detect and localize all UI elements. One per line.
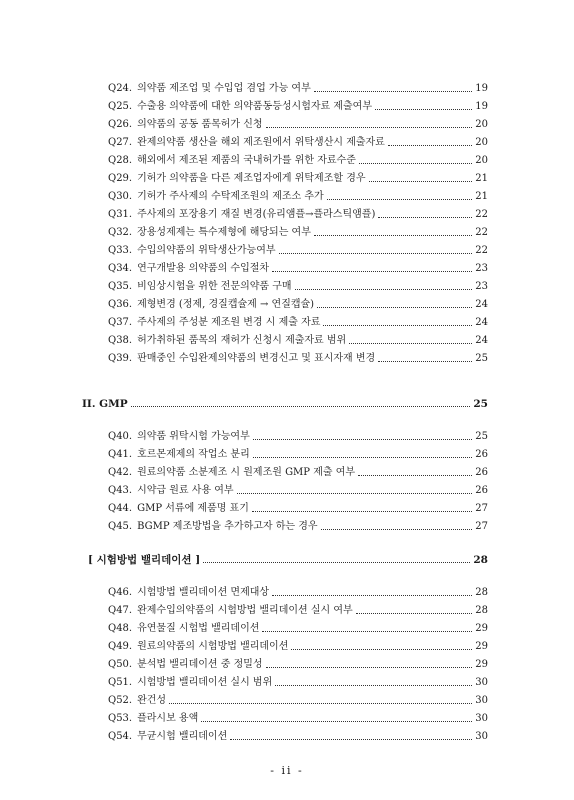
toc-leader — [356, 612, 473, 614]
toc-leader — [272, 270, 472, 272]
toc-number: Q51. — [108, 677, 133, 688]
toc-leader — [253, 438, 473, 440]
toc-leader — [131, 405, 471, 407]
toc-section-title: [ 시험방법 밸리데이션 ] — [88, 554, 201, 566]
toc-number: Q28. — [108, 155, 133, 166]
toc-entry[interactable] — [108, 315, 488, 331]
toc-number: Q54. — [108, 731, 133, 742]
toc-entry[interactable] — [108, 171, 488, 187]
toc-title: 해외에서 제조된 제품의 국내허가를 위한 자료수준 — [137, 155, 356, 166]
toc-entry[interactable] — [108, 603, 488, 619]
toc-page: 27 — [475, 503, 488, 514]
toc-entry[interactable] — [108, 483, 488, 499]
toc-entry[interactable] — [108, 465, 488, 481]
toc-page: 22 — [475, 227, 488, 238]
toc-number: Q26. — [108, 119, 133, 130]
toc-leader — [358, 474, 472, 476]
toc-leader — [201, 720, 472, 722]
toc-entry[interactable] — [108, 117, 488, 133]
toc-title: 주사제의 포장용기 재질 변경(유리앰플→플라스틱앰플) — [137, 209, 376, 220]
toc-title: 완제의약품 생산을 해외 제조원에서 위탁생산시 제출자료 — [137, 137, 385, 148]
toc-title: 판매중인 수입완제의약품의 변경신고 및 표시자재 변경 — [137, 353, 376, 364]
page-footer-number: - ii - — [270, 764, 304, 777]
toc-title: 분석법 밸리데이션 중 정밀성 — [137, 659, 263, 670]
toc-title: 수입의약품의 위탁생산가능여부 — [137, 245, 276, 256]
toc-title: 장용성제제는 특수제형에 해당되는 여부 — [137, 227, 311, 238]
toc-title: 시험방법 밸리데이션 실시 범위 — [137, 677, 273, 688]
toc-leader — [237, 492, 473, 494]
toc-number: Q24. — [108, 83, 133, 94]
toc-entry[interactable] — [108, 585, 488, 601]
toc-title: 호르몬제제의 작업소 분리 — [137, 449, 250, 460]
toc-leader — [295, 288, 473, 290]
toc-entry[interactable] — [108, 519, 488, 535]
toc-leader — [262, 630, 472, 632]
toc-title: 기허가 의약품을 다른 제조업자에게 위탁제조할 경우 — [137, 173, 366, 184]
toc-page: 19 — [475, 83, 488, 94]
toc-page: 30 — [475, 713, 488, 724]
toc-entry[interactable] — [108, 639, 488, 655]
toc-page: 28 — [475, 605, 488, 616]
toc-entry[interactable] — [108, 729, 488, 745]
toc-number: Q43. — [108, 485, 133, 496]
toc-title: 비임상시험을 위한 전문의약품 구매 — [137, 281, 292, 292]
toc-title: 원료의약품 소분제조 시 원제조원 GMP 제출 여부 — [137, 467, 356, 478]
toc-title: 시약급 원료 사용 여부 — [137, 485, 234, 496]
toc-page: 23 — [475, 263, 488, 274]
toc-page: 30 — [475, 677, 488, 688]
toc-number: Q45. — [108, 521, 133, 532]
toc-page: 29 — [475, 623, 488, 634]
toc-entry[interactable] — [108, 243, 488, 259]
toc-entry[interactable] — [108, 189, 488, 205]
toc-entry[interactable] — [108, 351, 488, 367]
toc-entry[interactable] — [108, 429, 488, 445]
toc-page: 24 — [475, 335, 488, 346]
toc-number: Q48. — [108, 623, 133, 634]
toc-page: 26 — [475, 467, 488, 478]
toc-number: Q29. — [108, 173, 133, 184]
toc-entry[interactable] — [108, 261, 488, 277]
toc-page: 21 — [475, 191, 488, 202]
toc-title: 원료의약품의 시험방법 밸리데이션 — [137, 641, 289, 652]
toc-title: 무균시험 밸리데이션 — [137, 731, 228, 742]
toc-leader — [323, 324, 472, 326]
toc-entry[interactable] — [108, 657, 488, 673]
toc-page: 20 — [475, 119, 488, 130]
toc-number: Q27. — [108, 137, 133, 148]
toc-page: 29 — [475, 659, 488, 670]
toc-title: 의약품 위탁시험 가능여부 — [137, 431, 250, 442]
toc-section-validation[interactable] — [88, 552, 488, 568]
toc-leader — [378, 216, 472, 218]
toc-title: 시험방법 밸리데이션 면제대상 — [137, 587, 270, 598]
toc-title: 연구개발용 의약품의 수입절차 — [137, 263, 270, 274]
toc-page: 21 — [475, 173, 488, 184]
toc-entry[interactable] — [108, 621, 488, 637]
toc-leader — [321, 528, 473, 530]
toc-page: 20 — [475, 155, 488, 166]
toc-entry[interactable] — [108, 207, 488, 223]
toc-page: 24 — [475, 299, 488, 310]
toc-leader — [272, 594, 472, 596]
toc-leader — [317, 306, 472, 308]
toc-leader — [203, 561, 470, 563]
toc-leader — [375, 108, 472, 110]
toc-entry[interactable] — [108, 333, 488, 349]
toc-page: 24 — [475, 317, 488, 328]
toc-leader — [378, 360, 472, 362]
toc-page: 28 — [475, 587, 488, 598]
toc-number: Q34. — [108, 263, 133, 274]
toc-page: 29 — [475, 641, 488, 652]
toc-number: Q47. — [108, 605, 133, 616]
toc-section-gmp[interactable] — [82, 396, 488, 412]
toc-title: 완건성 — [137, 695, 167, 706]
toc-title: 수출용 의약품에 대한 의약품동등성시험자료 제출여부 — [137, 101, 373, 112]
toc-entry[interactable] — [108, 81, 488, 97]
toc-title: 완제수입의약품의 시험방법 밸리데이션 실시 여부 — [137, 605, 353, 616]
toc-title: 주사제의 주성분 제조원 변경 시 제출 자료 — [137, 317, 321, 328]
toc-page: 23 — [475, 281, 488, 292]
toc-title: 허가취하된 품목의 재허가 신청시 제출자료 범위 — [137, 335, 347, 346]
toc-leader — [327, 198, 473, 200]
toc-number: Q50. — [108, 659, 133, 670]
toc-leader — [230, 738, 472, 740]
toc-page: 28 — [473, 554, 488, 566]
toc-entry[interactable] — [108, 501, 488, 517]
toc-leader — [369, 180, 473, 182]
toc-title: BGMP 제조방법을 추가하고자 하는 경우 — [137, 521, 318, 532]
toc-title: GMP 서류에 제품명 표기 — [137, 503, 249, 514]
toc-number: Q37. — [108, 317, 133, 328]
toc-page: 25 — [475, 353, 488, 364]
toc-entry[interactable] — [108, 135, 488, 151]
toc-entry[interactable] — [108, 675, 488, 691]
toc-number: Q25. — [108, 101, 133, 112]
toc-entry[interactable] — [108, 225, 488, 241]
toc-title: 플라시보 용액 — [137, 713, 199, 724]
toc-page: 27 — [475, 521, 488, 532]
toc-leader — [252, 510, 472, 512]
toc-leader — [266, 126, 473, 128]
toc-number: Q52. — [108, 695, 133, 706]
toc-entry[interactable] — [108, 99, 488, 115]
toc-title: 의약품의 공동 품목허가 신청 — [137, 119, 263, 130]
toc-entry[interactable] — [108, 297, 488, 313]
toc-number: Q36. — [108, 299, 133, 310]
toc-number: Q49. — [108, 641, 133, 652]
toc-leader — [169, 702, 472, 704]
toc-leader — [275, 684, 472, 686]
toc-leader — [314, 90, 473, 92]
toc-number: Q39. — [108, 353, 133, 364]
toc-number: Q31. — [108, 209, 133, 220]
toc-number: Q42. — [108, 467, 133, 478]
toc-page: 22 — [475, 209, 488, 220]
toc-entry[interactable] — [108, 693, 488, 709]
toc-number: Q46. — [108, 587, 133, 598]
toc-title: 의약품 제조업 및 수입업 겸업 가능 여부 — [137, 83, 311, 94]
toc-number: Q40. — [108, 431, 133, 442]
toc-page: 19 — [475, 101, 488, 112]
toc-page: 20 — [475, 137, 488, 148]
toc-title: 제형변경 (정제, 경질캡슐제 → 연질캡슐) — [137, 299, 315, 310]
toc-number: Q35. — [108, 281, 133, 292]
toc-leader — [388, 144, 472, 146]
toc-title: 유연물질 시험법 밸리데이션 — [137, 623, 260, 634]
toc-page: 25 — [475, 431, 488, 442]
toc-number: Q32. — [108, 227, 133, 238]
toc-leader — [359, 162, 472, 164]
toc-leader — [266, 666, 473, 668]
toc-section-title: II. GMP — [82, 398, 128, 410]
toc-entry[interactable] — [108, 279, 488, 295]
toc-title: 기허가 주사제의 수탁제조원의 제조소 추가 — [137, 191, 324, 202]
toc-leader — [279, 252, 473, 254]
toc-number: Q41. — [108, 449, 133, 460]
toc-number: Q30. — [108, 191, 133, 202]
toc-page: 30 — [475, 731, 488, 742]
toc-number: Q44. — [108, 503, 133, 514]
toc-leader — [314, 234, 472, 236]
toc-number: Q53. — [108, 713, 133, 724]
toc-number: Q33. — [108, 245, 133, 256]
toc-entry[interactable] — [108, 447, 488, 463]
toc-leader — [349, 342, 472, 344]
toc-leader — [291, 648, 472, 650]
toc-number: Q38. — [108, 335, 133, 346]
toc-page: 30 — [475, 695, 488, 706]
toc-entry[interactable] — [108, 153, 488, 169]
toc-page: 26 — [475, 485, 488, 496]
toc-page: 26 — [475, 449, 488, 460]
toc-page: 22 — [475, 245, 488, 256]
toc-page: 25 — [473, 398, 488, 410]
toc-leader — [253, 456, 473, 458]
toc-entry[interactable] — [108, 711, 488, 727]
